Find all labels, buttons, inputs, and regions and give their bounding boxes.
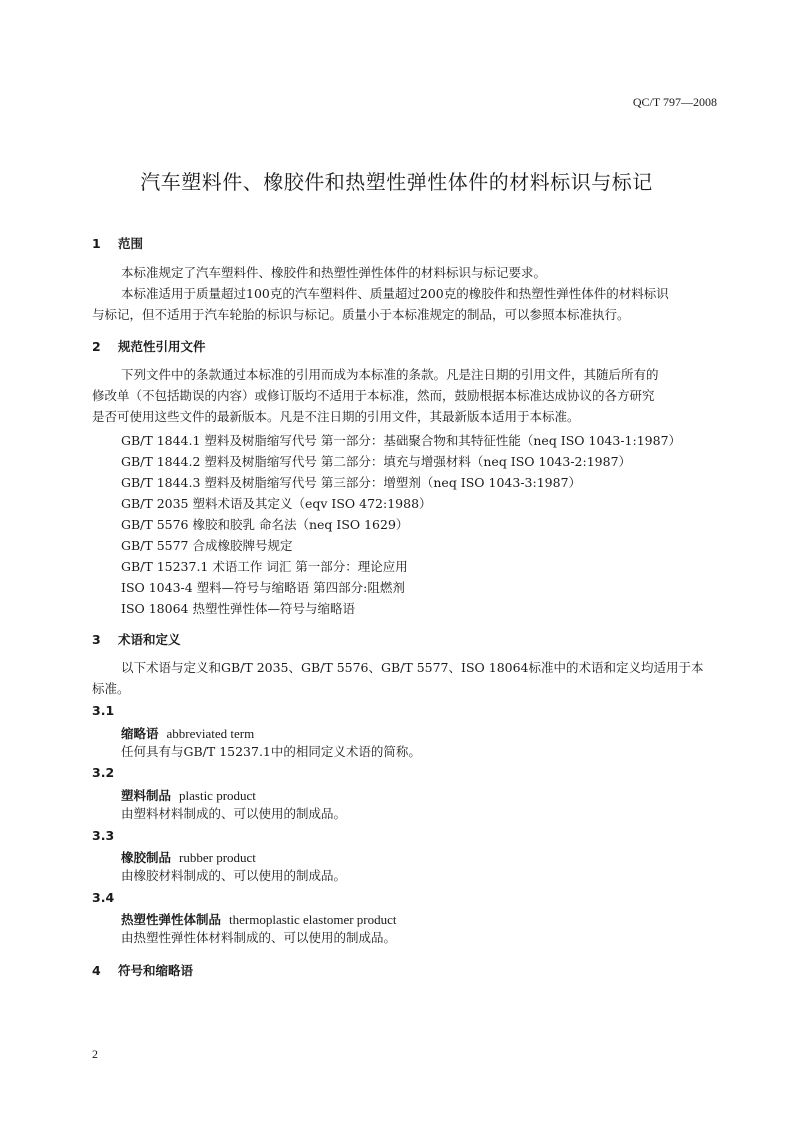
reference-item: ISO 18064 热塑性弹性体—符号与缩略语 <box>121 601 355 616</box>
reference-item: GB/T 5576 橡胶和胶乳 命名法（neq ISO 1629） <box>121 517 409 532</box>
term-entry <box>121 723 254 742</box>
section-title: 范围 <box>118 236 144 251</box>
term-name-en: abbreviated term <box>166 726 255 741</box>
term-name-zh: 塑料制品 <box>121 788 172 803</box>
paragraph: 本标准适用于质量超过100克的汽车塑料件、质量超过200克的橡胶件和热塑性弹性体件的材料标识 <box>121 286 669 301</box>
term-name-en: plastic product <box>179 788 256 803</box>
term-definition: 由塑料材料制成的、可以使用的制成品。 <box>121 806 347 821</box>
term-definition: 由热塑性弹性体材料制成的、可以使用的制成品。 <box>121 930 397 945</box>
paragraph: 标准。 <box>92 681 130 696</box>
term-number: 3.3 <box>92 828 115 843</box>
term-number: 3.4 <box>92 890 115 905</box>
term-number: 3.1 <box>92 703 115 718</box>
term-name-en: thermoplastic elastomer product <box>229 912 397 927</box>
paragraph: 以下术语与定义和GB/T 2035、GB/T 5576、GB/T 5577、ISO 18064标准中的术语和定义均适用于本 <box>121 660 704 675</box>
paragraph: 修改单（不包括勘误的内容）或修订版均不适用于本标准，然而，鼓励根据本标准达成协议的各方研究 <box>92 388 655 403</box>
document-title: 汽车塑料件、橡胶件和热塑性弹性体件的材料标识与标记 <box>140 170 653 194</box>
paragraph: 本标准规定了汽车塑料件、橡胶件和热塑性弹性体件的材料标识与标记要求。 <box>121 265 547 280</box>
term-name-en: rubber product <box>179 850 256 865</box>
term-name-zh: 热塑性弹性体制品 <box>121 912 222 927</box>
reference-item: GB/T 15237.1 术语工作 词汇 第一部分：理论应用 <box>121 559 408 574</box>
page-number: 2 <box>92 1047 98 1061</box>
section-2-heading <box>92 337 206 355</box>
section-number: 1 <box>92 236 101 251</box>
section-3-heading <box>92 630 181 648</box>
section-title: 术语和定义 <box>118 632 181 647</box>
paragraph: 与标记，但不适用于汽车轮胎的标识与标记。质量小于本标准规定的制品，可以参照本标准执行。 <box>92 307 630 322</box>
section-number: 2 <box>92 339 101 354</box>
reference-item: GB/T 1844.2 塑料及树脂缩写代号 第二部分：填充与增强材料（neq ISO 1043-2:1987） <box>121 454 632 469</box>
paragraph: 下列文件中的条款通过本标准的引用而成为本标准的条款。凡是注日期的引用文件，其随后所有的 <box>121 367 659 382</box>
reference-item: GB/T 1844.3 塑料及树脂缩写代号 第三部分：增塑剂（neq ISO 1043-3:1987） <box>121 475 582 490</box>
term-entry <box>121 909 397 928</box>
section-1-heading <box>92 234 143 252</box>
standard-code: QC/T 797—2008 <box>632 95 717 109</box>
section-number: 3 <box>92 632 101 647</box>
reference-item: GB/T 1844.1 塑料及树脂缩写代号 第一部分：基础聚合物和其特征性能（neq ISO 1043-1:1987） <box>121 433 682 448</box>
term-number: 3.2 <box>92 765 115 780</box>
section-title: 符号和缩略语 <box>118 963 194 978</box>
reference-item: ISO 1043-4 塑料—符号与缩略语 第四部分:阻燃剂 <box>121 580 405 595</box>
term-definition: 任何具有与GB/T 15237.1中的相同定义术语的简称。 <box>121 744 421 759</box>
section-title: 规范性引用文件 <box>118 339 206 354</box>
reference-item: GB/T 2035 塑料术语及其定义（eqv ISO 472:1988） <box>121 496 432 511</box>
term-name-zh: 缩略语 <box>121 726 159 741</box>
paragraph: 是否可使用这些文件的最新版本。凡是不注日期的引用文件，其最新版本适用于本标准。 <box>92 409 580 424</box>
term-definition: 由橡胶材料制成的、可以使用的制成品。 <box>121 868 347 883</box>
reference-item: GB/T 5577 合成橡胶牌号规定 <box>121 538 293 553</box>
section-4-heading <box>92 961 193 979</box>
term-name-zh: 橡胶制品 <box>121 850 172 865</box>
term-entry <box>121 847 256 866</box>
term-entry <box>121 785 256 804</box>
section-number: 4 <box>92 963 101 978</box>
